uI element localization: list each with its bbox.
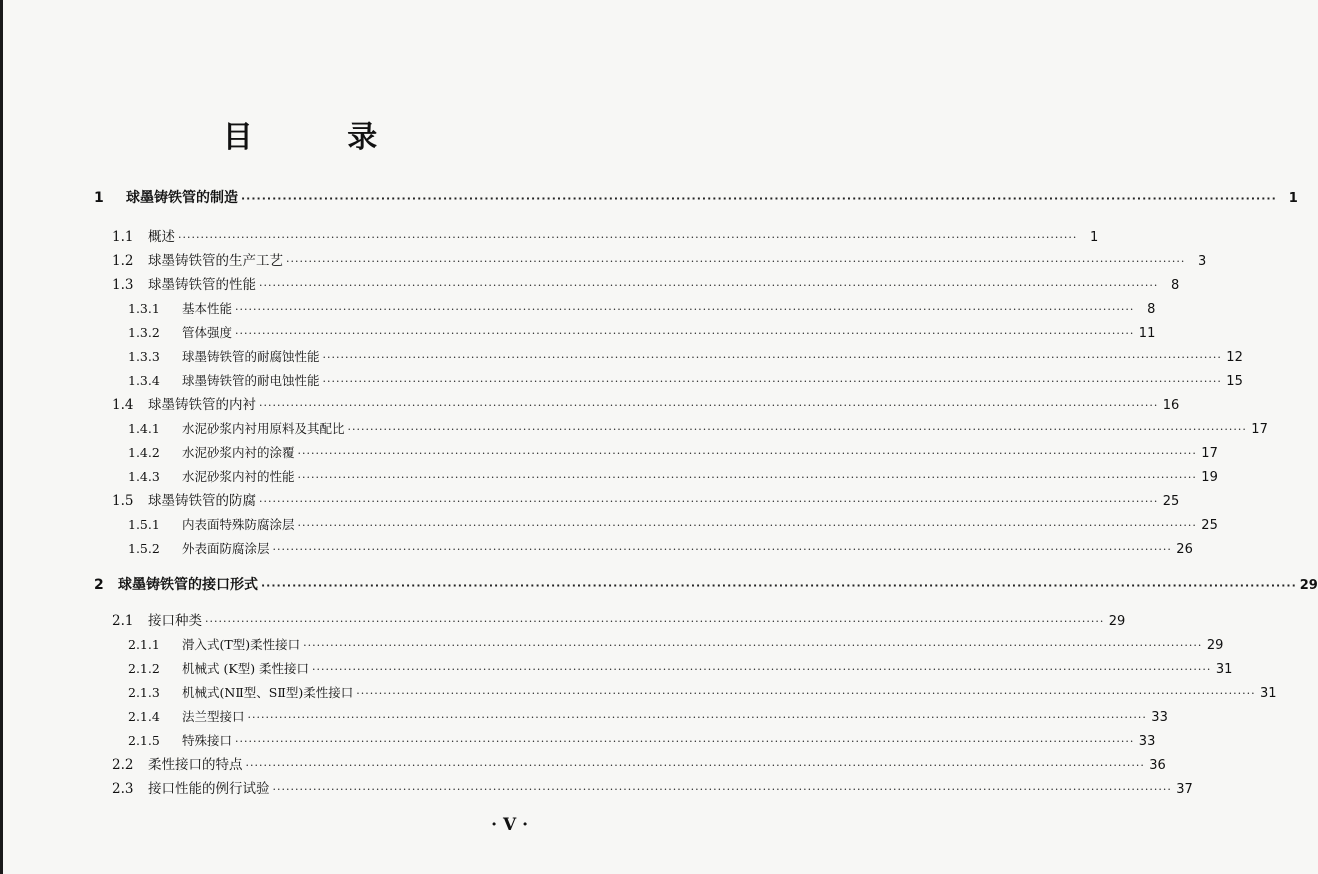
toc-number: 1.3.4	[128, 373, 160, 388]
toc-leader: ········································································································································································································	[272, 543, 1172, 556]
toc-title: 内表面特殊防腐涂层	[182, 517, 295, 532]
toc-page-number: 26	[1176, 542, 1193, 557]
toc-entry[interactable]	[128, 418, 1268, 440]
toc-leader: ········································································································································································································	[235, 303, 1135, 316]
toc-number: 1.2	[112, 253, 134, 269]
toc-number: 1.5	[112, 493, 134, 509]
toc-page-number: 15	[1226, 374, 1243, 389]
toc-entry[interactable]	[112, 778, 1193, 800]
toc-entry[interactable]	[128, 442, 1218, 464]
toc-entry[interactable]	[128, 682, 1277, 704]
toc-entry[interactable]	[94, 574, 1318, 596]
toc-number: 2.1.1	[128, 637, 160, 652]
toc-leader: ········································································································································································································	[297, 519, 1197, 532]
toc-entry[interactable]	[112, 490, 1180, 512]
toc-leader: ········································································································································································································	[245, 759, 1145, 772]
toc-number: 1.4	[112, 397, 134, 413]
toc-number: 1.5.2	[128, 541, 160, 556]
toc-page-number: 31	[1260, 686, 1277, 701]
toc-title: 特殊接口	[182, 733, 233, 748]
toc-page-number: 17	[1201, 446, 1218, 461]
toc-leader: ········································································································································································································	[356, 687, 1256, 700]
toc-title: 外表面防腐涂层	[182, 541, 270, 556]
toc-leader: ········································································································································································································	[297, 447, 1197, 460]
page-folio: · V ·	[491, 815, 528, 835]
toc-entry[interactable]	[128, 706, 1168, 728]
toc-page-number: 29	[1108, 614, 1126, 629]
toc-entry[interactable]	[128, 658, 1233, 680]
toc-leader: ········································································································································································································	[241, 192, 1277, 205]
toc-title: 水泥砂浆内衬的涂覆	[182, 445, 295, 460]
toc-title: 球墨铸铁管的防腐	[148, 493, 256, 509]
toc-number: 1.1	[112, 229, 134, 245]
toc-number: 1.3.2	[128, 325, 160, 340]
toc-title: 概述	[148, 229, 175, 245]
toc-number: 1.3	[112, 277, 134, 293]
toc-title: 管体强度	[182, 325, 233, 340]
toc-entry[interactable]	[128, 346, 1243, 368]
toc-leader: ········································································································································································································	[259, 495, 1159, 508]
toc-title: 球墨铸铁管的内衬	[148, 397, 256, 413]
toc-number: 1.4.2	[128, 445, 160, 460]
toc-page-number: 1	[1090, 230, 1099, 245]
toc-leader: ········································································································································································································	[178, 231, 1078, 244]
toc-entry[interactable]	[112, 250, 1207, 272]
toc-number: 2.1	[112, 613, 134, 629]
toc-leader: ········································································································································································································	[259, 399, 1159, 412]
toc-number: 1.3.1	[128, 301, 160, 316]
toc-page-number: 1	[1288, 191, 1298, 206]
toc-number: 2.3	[112, 781, 134, 797]
toc-title: 水泥砂浆内衬用原料及其配比	[182, 421, 345, 436]
toc-leader: ········································································································································································································	[297, 471, 1197, 484]
toc-leader: ········································································································································································································	[347, 423, 1247, 436]
toc-title: 球墨铸铁管的生产工艺	[148, 253, 283, 269]
toc-entry[interactable]	[128, 298, 1156, 320]
toc-leader: ········································································································································································································	[286, 255, 1186, 268]
toc-title: 球墨铸铁管的制造	[126, 190, 238, 206]
toc-leader: ········································································································································································································	[272, 783, 1172, 796]
toc-entry[interactable]	[112, 394, 1180, 416]
toc-page-number: 17	[1251, 422, 1268, 437]
toc-entry[interactable]	[112, 226, 1099, 248]
toc-page-number: 19	[1201, 470, 1218, 485]
toc-page-number: 29	[1206, 638, 1224, 653]
toc-number: 2.1.3	[128, 685, 160, 700]
toc-leader: ········································································································································································································	[259, 279, 1159, 292]
toc-title: 滑入式(T型)柔性接口	[182, 637, 301, 652]
toc-page-number: 3	[1198, 254, 1207, 269]
toc-leader: ········································································································································································································	[235, 735, 1135, 748]
toc-page-number: 33	[1151, 710, 1168, 725]
toc-page-number: 25	[1201, 518, 1218, 533]
toc-leader: ········································································································································································································	[312, 663, 1212, 676]
toc-page-number: 8	[1171, 278, 1180, 293]
toc-number: 1.3.3	[128, 349, 160, 364]
toc-number: 2.1.5	[128, 733, 160, 748]
toc-number: 2.2	[112, 757, 134, 773]
toc-entry[interactable]	[112, 610, 1126, 632]
toc-number: 1.5.1	[128, 517, 160, 532]
toc-title: 机械式(NⅡ型、SⅡ型)柔性接口	[182, 685, 354, 700]
toc-leader: ········································································································································································································	[235, 327, 1135, 340]
toc-title: 法兰型接口	[182, 709, 245, 724]
toc-leader: ········································································································································································································	[261, 579, 1297, 592]
toc-entry[interactable]	[128, 538, 1193, 560]
toc-number: 1.4.1	[128, 421, 160, 436]
toc-page-number: 33	[1138, 734, 1156, 749]
toc-title: 机械式 (K型) 柔性接口	[182, 661, 310, 676]
toc-page-number: 12	[1226, 350, 1243, 365]
toc-entry[interactable]	[128, 634, 1224, 656]
page-title: 目 录	[222, 120, 420, 155]
toc-title: 接口种类	[148, 613, 202, 629]
toc-title: 球墨铸铁管的性能	[148, 277, 256, 293]
toc-page-number: 11	[1138, 326, 1156, 341]
toc-title: 球墨铸铁管的接口形式	[118, 577, 258, 593]
toc-leader: ········································································································································································································	[303, 639, 1203, 652]
toc-title: 水泥砂浆内衬的性能	[182, 469, 295, 484]
toc-page-number: 29	[1299, 578, 1318, 593]
toc-number: 1	[94, 190, 104, 206]
toc-entry[interactable]	[94, 187, 1298, 209]
toc-number: 2	[94, 577, 104, 593]
toc-leader: ········································································································································································································	[247, 711, 1147, 724]
toc-title: 基本性能	[182, 301, 233, 316]
toc-page-number: 8	[1147, 302, 1156, 317]
toc-entry[interactable]	[128, 514, 1218, 536]
toc-leader: ········································································································································································································	[322, 375, 1222, 388]
toc-page-number: 25	[1162, 494, 1180, 509]
toc-entry[interactable]	[128, 370, 1243, 392]
toc-entry[interactable]	[128, 322, 1156, 344]
toc-entry[interactable]	[112, 754, 1166, 776]
toc-number: 2.1.2	[128, 661, 160, 676]
toc-title: 接口性能的例行试验	[148, 781, 270, 797]
toc-leader: ········································································································································································································	[205, 615, 1105, 628]
toc-page-number: 16	[1162, 398, 1180, 413]
toc-title: 球墨铸铁管的耐腐蚀性能	[182, 349, 320, 364]
toc-entry[interactable]	[128, 466, 1218, 488]
toc-page-number: 37	[1176, 782, 1193, 797]
toc-number: 2.1.4	[128, 709, 160, 724]
toc-page-number: 31	[1215, 662, 1233, 677]
toc-page-number: 36	[1149, 758, 1166, 773]
toc-title: 柔性接口的特点	[148, 757, 243, 773]
toc-title: 球墨铸铁管的耐电蚀性能	[182, 373, 320, 388]
toc-leader: ········································································································································································································	[322, 351, 1222, 364]
toc-entry[interactable]	[128, 730, 1156, 752]
toc-entry[interactable]	[112, 274, 1180, 296]
toc-number: 1.4.3	[128, 469, 160, 484]
